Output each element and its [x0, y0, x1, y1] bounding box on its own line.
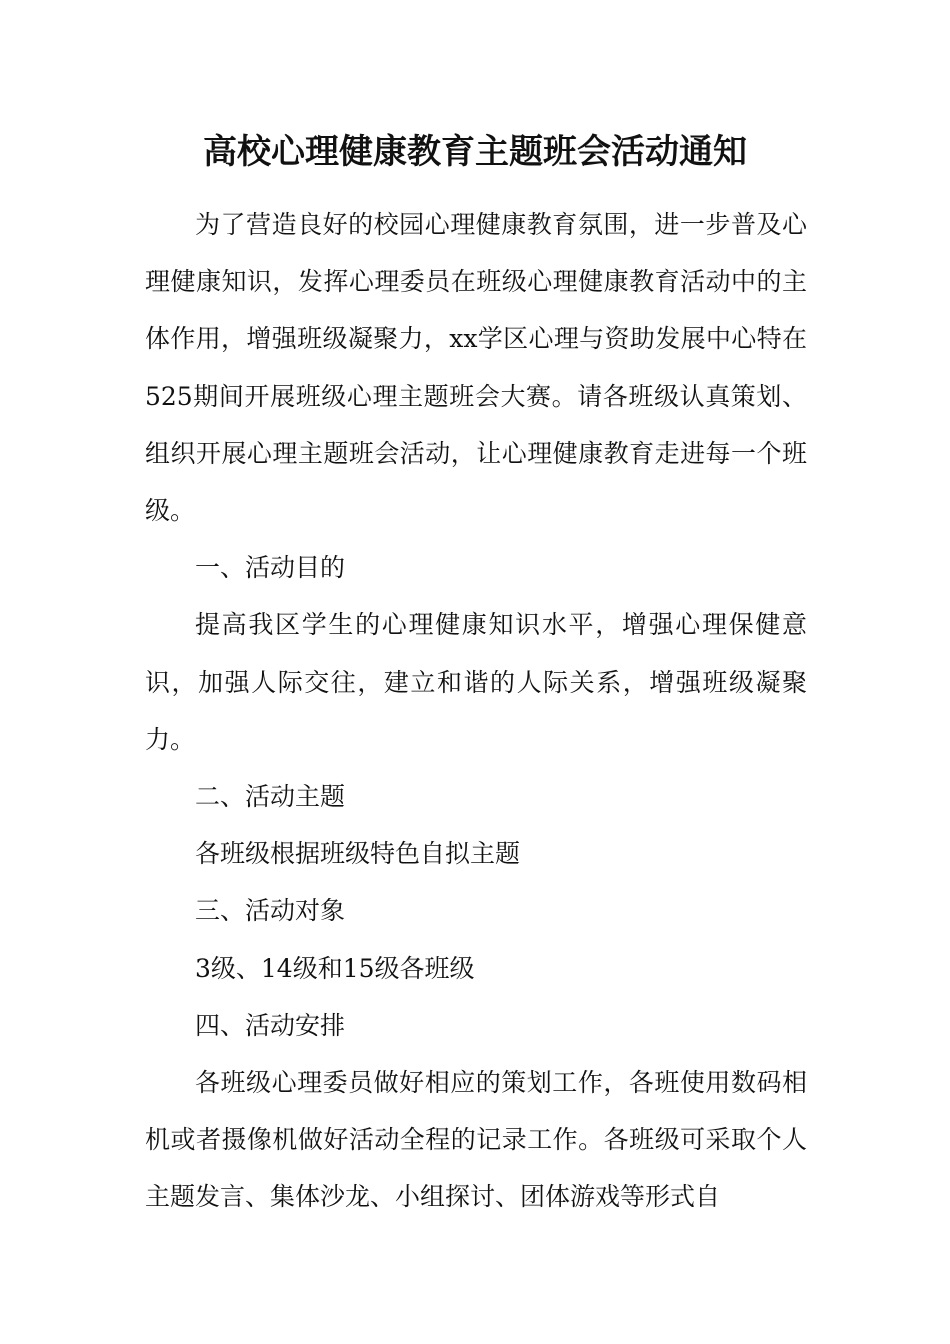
document-title: 高校心理健康教育主题班会活动通知 — [203, 132, 747, 172]
purpose-paragraph: 提高我区学生的心理健康知识水平，增强心理保健意识，加强人际交往，建立和谐的人际关系，增强班级凝聚力。 — [145, 610, 807, 754]
intro-paragraph: 为了营造良好的校园心理健康教育氛围，进一步普及心理健康知识，发挥心理委员在班级心理健康教育活动中的主体作用，增强班级凝聚力，xx学区心理与资助发展中心特在525期间开展班级心理主题班会大赛。请各班级认真策划、组织开展心理主题班会活动，让心理健康教育走进每一个班级。 — [145, 210, 807, 526]
audience-paragraph: 3级、14级和15级各班级 — [195, 953, 475, 983]
section-heading-theme: 二、活动主题 — [195, 782, 346, 812]
document-body — [145, 196, 807, 1226]
arrangement-paragraph: 各班级心理委员做好相应的策划工作，各班使用数码相机或者摄像机做好活动全程的记录工作。各班级可采取个人主题发言、集体沙龙、小组探讨、团体游戏等形式自 — [145, 1068, 807, 1212]
section-heading-purpose: 一、活动目的 — [195, 553, 346, 583]
section-heading-arrangement: 四、活动安排 — [195, 1010, 346, 1040]
theme-paragraph: 各班级根据班级特色自拟主题 — [195, 839, 521, 869]
section-heading-audience: 三、活动对象 — [195, 896, 346, 926]
